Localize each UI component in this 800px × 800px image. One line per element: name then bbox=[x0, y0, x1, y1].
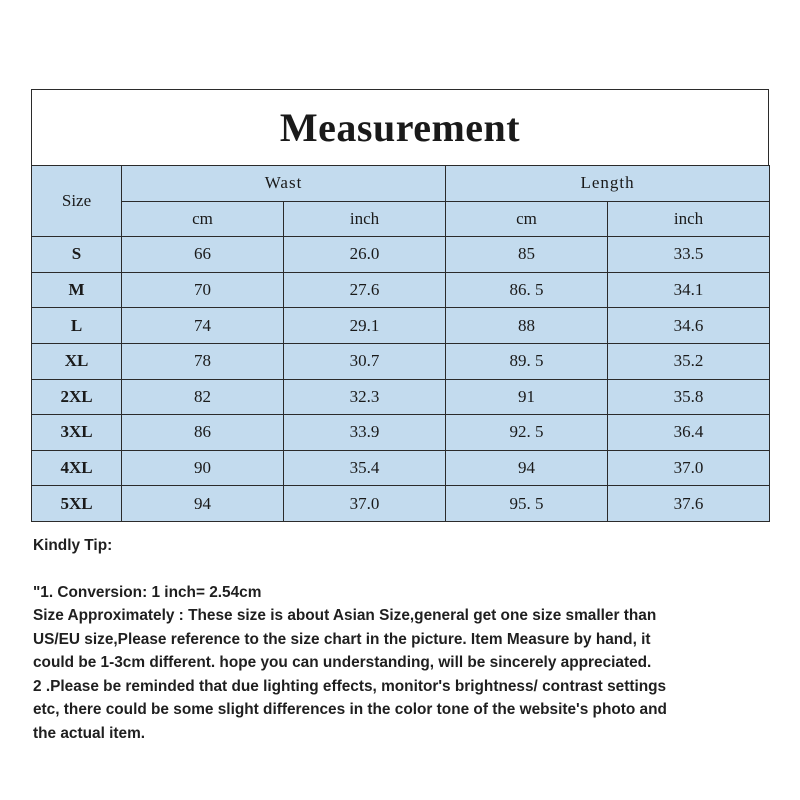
size-table bbox=[31, 165, 770, 522]
tip-line: "1. Conversion: 1 inch= 2.54cm bbox=[33, 583, 262, 601]
tip-line: etc, there could be some slight differences in the color tone of the website's photo and bbox=[33, 701, 667, 718]
waist-cm-header: cm bbox=[122, 201, 284, 237]
title-box bbox=[31, 89, 769, 165]
length-cm-cell: 88 bbox=[446, 308, 608, 344]
size-cell: L bbox=[32, 308, 122, 344]
length-cm-cell: 89. 5 bbox=[446, 343, 608, 379]
table-row bbox=[32, 486, 770, 522]
waist-inch-cell: 29.1 bbox=[284, 308, 446, 344]
length-cm-cell: 85 bbox=[446, 237, 608, 273]
length-inch-cell: 35.8 bbox=[608, 379, 770, 415]
chart-title: Measurement bbox=[279, 105, 521, 150]
waist-inch-header: inch bbox=[284, 201, 446, 237]
tip-line: 2 .Please be reminded that due lighting effects, monitor's brightness/ contrast settings bbox=[33, 677, 667, 695]
tips-body bbox=[33, 581, 773, 746]
waist-cm-cell: 78 bbox=[122, 343, 284, 379]
size-cell: 5XL bbox=[32, 486, 122, 522]
waist-inch-cell: 35.4 bbox=[284, 450, 446, 486]
length-inch-cell: 34.1 bbox=[608, 272, 770, 308]
group-header-row bbox=[32, 166, 770, 202]
waist-inch-cell: 33.9 bbox=[284, 415, 446, 451]
waist-cm-cell: 74 bbox=[122, 308, 284, 344]
waist-cm-cell: 86 bbox=[122, 415, 284, 451]
table-row bbox=[32, 343, 770, 379]
unit-header-row bbox=[32, 201, 770, 237]
size-cell: 3XL bbox=[32, 415, 122, 451]
length-inch-header: inch bbox=[608, 201, 770, 237]
length-inch-cell: 37.6 bbox=[608, 486, 770, 522]
length-group-header: Length bbox=[446, 166, 770, 202]
kindly-tips bbox=[33, 534, 773, 745]
tips-heading: Kindly Tip: bbox=[33, 537, 113, 554]
tip-line: the actual item. bbox=[33, 724, 146, 742]
waist-cm-cell: 66 bbox=[122, 237, 284, 273]
waist-inch-cell: 37.0 bbox=[284, 486, 446, 522]
table-row bbox=[32, 272, 770, 308]
tip-line: US/EU size,Please reference to the size chart in the picture. Item Measure by hand, it bbox=[33, 630, 651, 648]
length-cm-cell: 91 bbox=[446, 379, 608, 415]
length-inch-cell: 33.5 bbox=[608, 237, 770, 273]
waist-cm-cell: 90 bbox=[122, 450, 284, 486]
length-cm-header: cm bbox=[446, 201, 608, 237]
length-cm-cell: 92. 5 bbox=[446, 415, 608, 451]
size-cell: S bbox=[32, 237, 122, 273]
waist-cm-cell: 82 bbox=[122, 379, 284, 415]
tip-line: could be 1-3cm different. hope you can understanding, will be sincerely appreciated. bbox=[33, 654, 652, 671]
waist-inch-cell: 27.6 bbox=[284, 272, 446, 308]
tip-line: Size Approximately : These size is about Asian Size,general get one size smaller than bbox=[33, 607, 657, 624]
waist-inch-cell: 26.0 bbox=[284, 237, 446, 273]
length-cm-cell: 94 bbox=[446, 450, 608, 486]
size-cell: XL bbox=[32, 343, 122, 379]
size-cell: 2XL bbox=[32, 379, 122, 415]
table-row bbox=[32, 450, 770, 486]
length-inch-cell: 36.4 bbox=[608, 415, 770, 451]
size-cell: M bbox=[32, 272, 122, 308]
size-cell: 4XL bbox=[32, 450, 122, 486]
length-inch-cell: 35.2 bbox=[608, 343, 770, 379]
length-cm-cell: 86. 5 bbox=[446, 272, 608, 308]
waist-cm-cell: 94 bbox=[122, 486, 284, 522]
table-row bbox=[32, 415, 770, 451]
table-row bbox=[32, 237, 770, 273]
size-chart bbox=[31, 89, 769, 522]
length-cm-cell: 95. 5 bbox=[446, 486, 608, 522]
length-inch-cell: 34.6 bbox=[608, 308, 770, 344]
waist-inch-cell: 30.7 bbox=[284, 343, 446, 379]
waist-inch-cell: 32.3 bbox=[284, 379, 446, 415]
waist-group-header: Wast bbox=[122, 166, 446, 202]
length-inch-cell: 37.0 bbox=[608, 450, 770, 486]
table-row bbox=[32, 379, 770, 415]
table-row bbox=[32, 308, 770, 344]
size-column-header: Size bbox=[32, 166, 122, 237]
waist-cm-cell: 70 bbox=[122, 272, 284, 308]
